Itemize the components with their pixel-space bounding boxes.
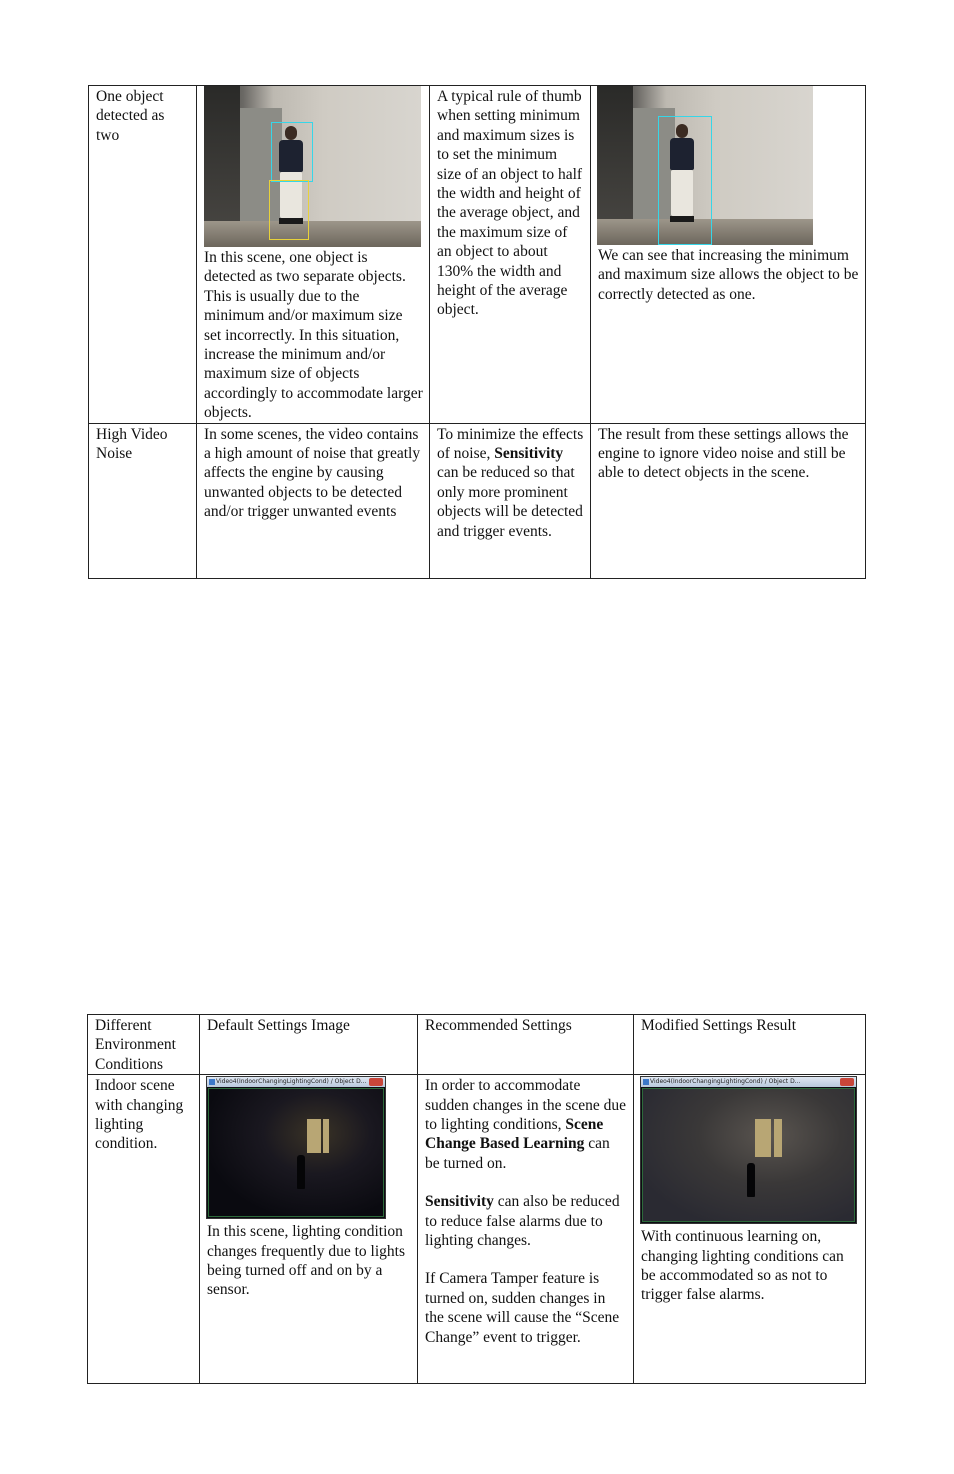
result-caption: The result from these settings allows the engine to ignore video noise and still be able to detect objects in the scene. [598,425,849,482]
recommended-cell [430,423,591,578]
default-caption: In some scenes, the video contains a high amount of noise that greatly affects the engine by causing unwanted objects to be detected and/or trigger unwanted events [204,425,421,521]
setting-name: Sensitivity [425,1193,494,1211]
result-caption: With continuous learning on, changing lighting conditions can be accommodated so as not to trigger false alarms. [641,1228,844,1304]
result-cell [591,423,866,578]
default-scene-image [204,86,421,247]
default-caption: In this scene, one object is detected as two separate objects. This is usually due to the minimum and/or maximum size set incorrectly. In this situation, increase the minimum and/or maximum size of objects accordingly to accommodate larger objects. [204,249,423,422]
troubleshooting-table-2 [87,1014,866,1384]
header-default-image: Default Settings Image [207,1017,350,1034]
lit-window [307,1119,321,1153]
condition-text: One object detected as two [96,88,165,144]
header-cell [88,1015,200,1075]
result-caption: We can see that increasing the minimum and maximum size allows the object to be correctly detected as one. [598,247,859,303]
condition-text: High Video Noise [96,425,168,463]
detection-box-lower [269,180,309,240]
recommendation-paragraph: If Camera Tamper feature is turned on, sudden changes in the scene will cause the “Scene Change” event to trigger. [425,1270,620,1346]
troubleshooting-table-1 [88,85,866,579]
lit-window [774,1119,782,1157]
default-image-cell [200,1075,418,1384]
table-row [88,1075,866,1384]
header-cell [634,1015,866,1075]
app-icon [209,1079,215,1085]
close-icon [840,1078,854,1086]
setting-name: Scene Change Based Learning [425,1116,604,1153]
default-caption-cell [197,423,430,578]
close-icon [369,1078,383,1086]
person-silhouette [297,1155,305,1189]
video-window-title: Video4(IndoorChangingLightingCond) / Object D... [650,1078,801,1086]
table-row [89,86,866,424]
header-cell [418,1015,634,1075]
default-video-window [206,1076,386,1219]
lit-window [755,1119,771,1157]
condition-cell [88,1075,200,1384]
video-window-titlebar [641,1077,856,1087]
recommended-cell [430,86,591,424]
app-icon [643,1079,649,1085]
condition-text: Indoor scene with changing lighting condition. [95,1077,184,1153]
lit-window [323,1119,329,1153]
detection-box-upper [271,122,313,182]
table-row [89,423,866,578]
recommended-text: A typical rule of thumb when setting minimum and maximum sizes is to set the minimum size of an object to half the width and height of the average object, and the maximum size of an object to about 130% the width and height of the average object. [437,88,583,319]
default-image-cell [197,86,430,424]
person-silhouette [747,1163,755,1197]
condition-cell [89,423,197,578]
result-cell [591,86,866,424]
recommended-text: To minimize the effects of noise, Sensitivity can be reduced so that only more prominent objects will be detected and trigger events. [437,425,584,540]
scene-floor [204,221,421,247]
video-window-title: Video4(IndoorChangingLightingCond) / Object D... [216,1078,367,1086]
header-cell [200,1015,418,1075]
video-window-titlebar [207,1077,385,1087]
table-header-row [88,1015,866,1075]
condition-cell [89,86,197,424]
recommended-cell [418,1075,634,1384]
result-scene-image [597,86,813,245]
header-modified-result: Modified Settings Result [641,1017,796,1034]
result-cell [634,1075,866,1384]
setting-name: Sensitivity [494,445,564,463]
detection-box-single [658,116,712,245]
result-video-window [640,1076,857,1224]
header-recommended: Recommended Settings [425,1017,572,1034]
video-frame [642,1088,855,1222]
video-frame [208,1088,384,1217]
default-caption: In this scene, lighting condition changes frequently due to lights being turned off and on by a sensor. [207,1223,406,1299]
recommendation-paragraph: In order to accommodate sudden changes in the scene due to lighting conditions, Scene Change Based Learning can be turned on. [425,1077,627,1172]
header-conditions: Different Environment Conditions [95,1017,176,1073]
recommended-text [418,1075,633,1347]
recommendation-paragraph: Sensitivity can also be reduced to reduce false alarms due to lighting changes. [425,1193,620,1250]
